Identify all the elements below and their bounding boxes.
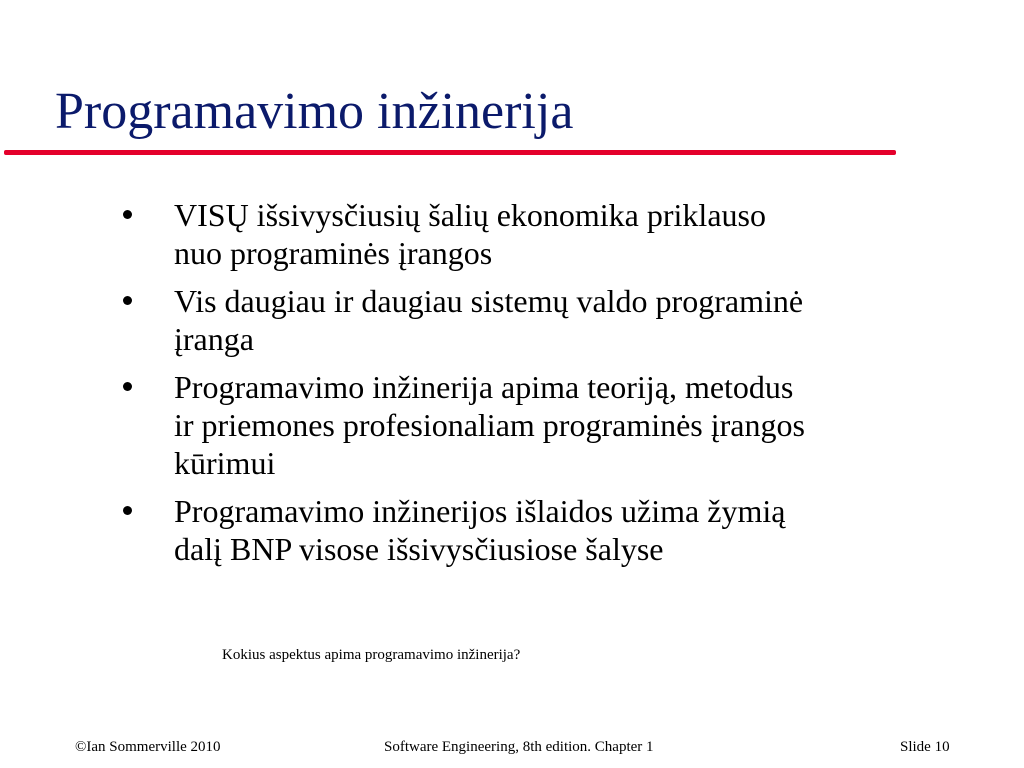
bullet-text-line: kūrimui bbox=[174, 445, 276, 481]
bullet-item bbox=[110, 492, 990, 568]
bullet-text-line: nuo programinės įrangos bbox=[174, 235, 493, 271]
bullet-dot-icon bbox=[123, 296, 132, 305]
bullet-text-line: Programavimo inžinerijos išlaidos užima žymią bbox=[174, 493, 786, 529]
bullet-text-line: VISŲ išsivysčiusių šalių ekonomika priklauso bbox=[174, 197, 766, 233]
footer-book-title: Software Engineering, 8th edition. Chapter 1 bbox=[384, 739, 654, 755]
footer-slide-number: Slide 10 bbox=[900, 739, 950, 755]
bullet-text-line: Vis daugiau ir daugiau sistemų valdo programinė bbox=[174, 283, 804, 319]
footer-copyright: ©Ian Sommerville 2010 bbox=[75, 739, 221, 755]
bullet-dot-icon bbox=[123, 506, 132, 515]
bullet-dot-icon bbox=[123, 382, 132, 391]
bullet-item bbox=[110, 368, 990, 482]
title-underline bbox=[4, 150, 896, 155]
slide-note: Kokius aspektus apima programavimo inžinerija? bbox=[222, 647, 521, 663]
bullet-text-line: įranga bbox=[174, 321, 254, 357]
bullet-item bbox=[110, 282, 990, 358]
slide-title: Programavimo inžinerija bbox=[55, 83, 574, 140]
bullet-text-line: dalį BNP visose išsivysčiusiose šalyse bbox=[174, 531, 664, 567]
bullet-dot-icon bbox=[123, 210, 132, 219]
bullet-text-line: Programavimo inžinerija apima teoriją, metodus bbox=[174, 369, 794, 405]
bullet-item bbox=[110, 196, 990, 272]
bullet-text-line: ir priemones profesionaliam programinės įrangos bbox=[174, 407, 805, 443]
bullet-list bbox=[110, 196, 990, 578]
